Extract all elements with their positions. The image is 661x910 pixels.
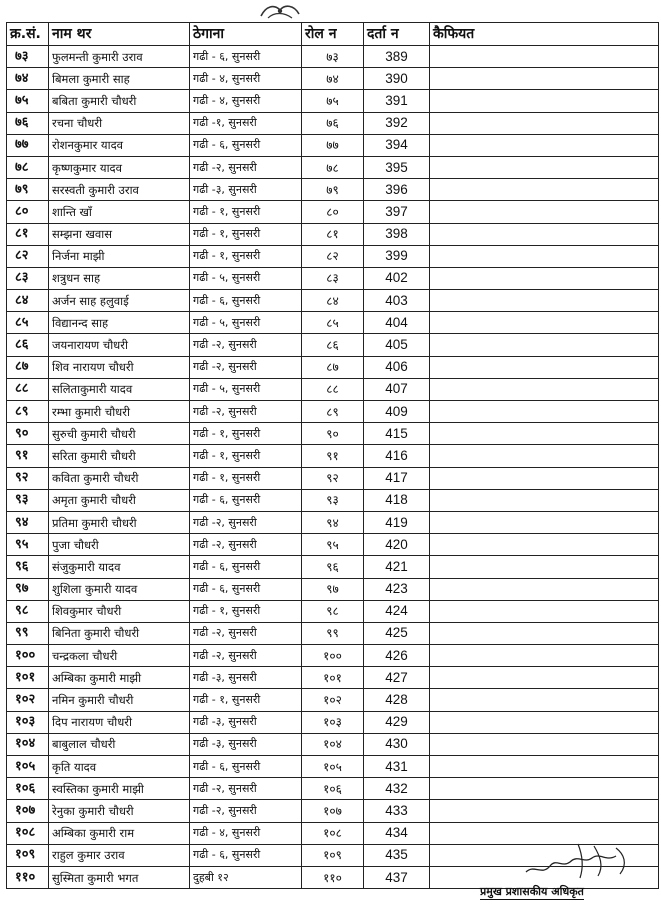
serial-number-cell: ९५ <box>7 534 49 556</box>
name-cell: बिमला कुमारी साह <box>49 68 190 90</box>
roll-number-cell: ८८ <box>302 378 364 400</box>
name-cell: सलिताकुमारी यादव <box>49 378 190 400</box>
registration-number-cell: 391 <box>364 90 430 112</box>
address-cell: गढी -३, सुनसरी <box>190 667 302 689</box>
serial-number-cell: १०३ <box>7 711 49 733</box>
remarks-cell <box>430 134 659 156</box>
serial-number-cell: ९३ <box>7 489 49 511</box>
name-cell: चन्द्रकला चौधरी <box>49 645 190 667</box>
remarks-cell <box>430 445 659 467</box>
address-cell: गढी - १, सुनसरी <box>190 445 302 467</box>
roll-number-cell: ७५ <box>302 90 364 112</box>
name-cell: बाबुलाल चौधरी <box>49 733 190 755</box>
serial-number-cell: ८९ <box>7 401 49 423</box>
name-cell: रोशनकुमार यादव <box>49 134 190 156</box>
address-cell: गढी -२, सुनसरी <box>190 534 302 556</box>
remarks-cell <box>430 46 659 68</box>
name-cell: जयनारायण चौधरी <box>49 334 190 356</box>
serial-number-cell: ८२ <box>7 245 49 267</box>
name-cell: सरस्वती कुमारी उराव <box>49 179 190 201</box>
address-cell: गढी -३, सुनसरी <box>190 711 302 733</box>
roll-number-cell: १०१ <box>302 667 364 689</box>
table-row <box>7 711 659 733</box>
registration-number-cell: 430 <box>364 733 430 755</box>
serial-number-cell: ८८ <box>7 378 49 400</box>
table-row <box>7 645 659 667</box>
name-cell: अम्बिका कुमारी राम <box>49 822 190 844</box>
remarks-cell <box>430 556 659 578</box>
table-row <box>7 401 659 423</box>
registration-number-cell: 415 <box>364 423 430 445</box>
roll-number-cell: ९४ <box>302 511 364 533</box>
header-name: नाम थर <box>49 23 190 46</box>
table-row <box>7 267 659 289</box>
remarks-cell <box>430 534 659 556</box>
remarks-cell <box>430 467 659 489</box>
name-cell: फुलमन्ती कुमारी उराव <box>49 46 190 68</box>
roll-number-cell: ८४ <box>302 290 364 312</box>
roll-number-cell: १०९ <box>302 844 364 866</box>
remarks-cell <box>430 733 659 755</box>
remarks-cell <box>430 778 659 800</box>
address-cell: गढी - ६, सुनसरी <box>190 46 302 68</box>
registration-number-cell: 407 <box>364 378 430 400</box>
registration-number-cell: 421 <box>364 556 430 578</box>
roll-number-cell: ८० <box>302 201 364 223</box>
serial-number-cell: १०८ <box>7 822 49 844</box>
roll-number-cell: ९५ <box>302 534 364 556</box>
address-cell: गढी - ६, सुनसरी <box>190 756 302 778</box>
registration-number-cell: 424 <box>364 600 430 622</box>
serial-number-cell: ७८ <box>7 156 49 178</box>
roll-number-cell: ७६ <box>302 112 364 134</box>
roll-number-cell: ९७ <box>302 578 364 600</box>
serial-number-cell: ८१ <box>7 223 49 245</box>
name-cell: कृति यादव <box>49 756 190 778</box>
address-cell: गढी - १, सुनसरी <box>190 223 302 245</box>
address-cell: गढी - ५, सुनसरी <box>190 378 302 400</box>
serial-number-cell: ७३ <box>7 46 49 68</box>
remarks-cell <box>430 312 659 334</box>
registration-number-cell: 437 <box>364 866 430 888</box>
roll-number-cell: ७३ <box>302 46 364 68</box>
table-row <box>7 689 659 711</box>
signature-mark <box>520 838 638 882</box>
serial-number-cell: १०५ <box>7 756 49 778</box>
roll-number-cell: ८३ <box>302 267 364 289</box>
table-row <box>7 156 659 178</box>
header-serial-number: क्र.सं. <box>7 23 49 46</box>
roll-number-cell: ८१ <box>302 223 364 245</box>
address-cell: गढी - १, सुनसरी <box>190 423 302 445</box>
serial-number-cell: ८६ <box>7 334 49 356</box>
address-cell: गढी -२, सुनसरी <box>190 511 302 533</box>
registration-number-cell: 431 <box>364 756 430 778</box>
serial-number-cell: १०७ <box>7 800 49 822</box>
registration-number-cell: 398 <box>364 223 430 245</box>
table-row <box>7 756 659 778</box>
name-cell: सुरुची कुमारी चौधरी <box>49 423 190 445</box>
remarks-cell <box>430 356 659 378</box>
roll-number-cell: १०८ <box>302 822 364 844</box>
roll-number-cell: १०७ <box>302 800 364 822</box>
header-registration-number: दर्ता न <box>364 23 430 46</box>
address-cell: गढी - १, सुनसरी <box>190 600 302 622</box>
registration-number-cell: 399 <box>364 245 430 267</box>
serial-number-cell: १०४ <box>7 733 49 755</box>
table-row <box>7 622 659 644</box>
registration-number-cell: 402 <box>364 267 430 289</box>
serial-number-cell: ७५ <box>7 90 49 112</box>
serial-number-cell: ८३ <box>7 267 49 289</box>
name-cell: रचना चौधरी <box>49 112 190 134</box>
table-row <box>7 378 659 400</box>
table-row <box>7 534 659 556</box>
name-cell: निर्जना माझी <box>49 245 190 267</box>
serial-number-cell: १०६ <box>7 778 49 800</box>
name-cell: शिव नारायण चौधरी <box>49 356 190 378</box>
remarks-cell <box>430 378 659 400</box>
remarks-cell <box>430 68 659 90</box>
serial-number-cell: ८४ <box>7 290 49 312</box>
table-row <box>7 356 659 378</box>
address-cell: गढी - ५, सुनसरी <box>190 312 302 334</box>
serial-number-cell: ९४ <box>7 511 49 533</box>
address-cell: गढी - ६, सुनसरी <box>190 556 302 578</box>
remarks-cell <box>430 689 659 711</box>
roll-number-cell: १०२ <box>302 689 364 711</box>
registration-number-cell: 409 <box>364 401 430 423</box>
address-cell: गढी - ६, सुनसरी <box>190 844 302 866</box>
table-row <box>7 467 659 489</box>
registration-number-cell: 392 <box>364 112 430 134</box>
name-cell: संजुकुमारी यादव <box>49 556 190 578</box>
name-cell: बिनिता कुमारी चौधरी <box>49 622 190 644</box>
roll-number-cell: ९२ <box>302 467 364 489</box>
remarks-cell <box>430 600 659 622</box>
table-row <box>7 68 659 90</box>
roll-number-cell: ८२ <box>302 245 364 267</box>
roll-number-cell: १०३ <box>302 711 364 733</box>
address-cell: गढी - ५, सुनसरी <box>190 267 302 289</box>
address-cell: गढी -३, सुनसरी <box>190 179 302 201</box>
address-cell: दुहबी १२ <box>190 866 302 888</box>
remarks-cell <box>430 156 659 178</box>
registration-number-cell: 429 <box>364 711 430 733</box>
registration-number-cell: 404 <box>364 312 430 334</box>
address-cell: गढी - १, सुनसरी <box>190 201 302 223</box>
header-roll-number: रोल न <box>302 23 364 46</box>
table-row <box>7 201 659 223</box>
serial-number-cell: ९८ <box>7 600 49 622</box>
table-row <box>7 245 659 267</box>
remarks-cell <box>430 245 659 267</box>
table-row <box>7 489 659 511</box>
registration-number-cell: 418 <box>364 489 430 511</box>
table-row <box>7 556 659 578</box>
remarks-cell <box>430 489 659 511</box>
serial-number-cell: १०१ <box>7 667 49 689</box>
serial-number-cell: ९० <box>7 423 49 445</box>
registration-number-cell: 397 <box>364 201 430 223</box>
table-row <box>7 90 659 112</box>
remarks-cell <box>430 267 659 289</box>
remarks-cell <box>430 334 659 356</box>
registration-number-cell: 427 <box>364 667 430 689</box>
serial-number-cell: ११० <box>7 866 49 888</box>
registration-number-cell: 434 <box>364 822 430 844</box>
roll-number-cell: ७८ <box>302 156 364 178</box>
address-cell: गढी -१, सुनसरी <box>190 112 302 134</box>
address-cell: गढी - ६, सुनसरी <box>190 578 302 600</box>
address-cell: गढी - ४, सुनसरी <box>190 90 302 112</box>
address-cell: गढी -२, सुनसरी <box>190 356 302 378</box>
roll-number-cell: ८५ <box>302 312 364 334</box>
serial-number-cell: १०९ <box>7 844 49 866</box>
registration-number-cell: 396 <box>364 179 430 201</box>
address-cell: गढी - ६, सुनसरी <box>190 134 302 156</box>
registration-number-cell: 423 <box>364 578 430 600</box>
serial-number-cell: १०२ <box>7 689 49 711</box>
registration-number-cell: 403 <box>364 290 430 312</box>
table-row <box>7 511 659 533</box>
address-cell: गढी - ६, सुनसरी <box>190 489 302 511</box>
name-cell: अर्जन साह हलुवाई <box>49 290 190 312</box>
roll-number-cell: ७७ <box>302 134 364 156</box>
table-header-row <box>7 23 659 46</box>
serial-number-cell: १०० <box>7 645 49 667</box>
table-row <box>7 733 659 755</box>
address-cell: गढी - १, सुनसरी <box>190 689 302 711</box>
remarks-cell <box>430 423 659 445</box>
header-remarks: कैफियत <box>430 23 659 46</box>
name-cell: शान्ति खाँ <box>49 201 190 223</box>
roll-number-cell: १०६ <box>302 778 364 800</box>
table-row <box>7 223 659 245</box>
address-cell: गढी -२, सुनसरी <box>190 401 302 423</box>
remarks-cell <box>430 201 659 223</box>
serial-number-cell: ७६ <box>7 112 49 134</box>
serial-number-cell: ७७ <box>7 134 49 156</box>
remarks-cell <box>430 223 659 245</box>
name-cell: शत्रुधन साह <box>49 267 190 289</box>
table-row <box>7 578 659 600</box>
roll-number-cell: १०० <box>302 645 364 667</box>
name-cell: पुजा चौधरी <box>49 534 190 556</box>
name-cell: अमृता कुमारी चौधरी <box>49 489 190 511</box>
roll-number-cell: ९३ <box>302 489 364 511</box>
name-cell: सम्झना खवास <box>49 223 190 245</box>
name-cell: शिवकुमार चौधरी <box>49 600 190 622</box>
name-cell: सुस्मिता कुमारी भगत <box>49 866 190 888</box>
registration-number-cell: 432 <box>364 778 430 800</box>
serial-number-cell: ९९ <box>7 622 49 644</box>
registration-number-cell: 425 <box>364 622 430 644</box>
registration-number-cell: 433 <box>364 800 430 822</box>
serial-number-cell: ८५ <box>7 312 49 334</box>
registration-number-cell: 419 <box>364 511 430 533</box>
serial-number-cell: ८० <box>7 201 49 223</box>
table-row <box>7 334 659 356</box>
registration-number-cell: 417 <box>364 467 430 489</box>
name-cell: प्रतिमा कुमारी चौधरी <box>49 511 190 533</box>
name-cell: नमिन कुमारी चौधरी <box>49 689 190 711</box>
name-cell: शुशिला कुमारी यादव <box>49 578 190 600</box>
table-row <box>7 800 659 822</box>
registration-number-cell: 420 <box>364 534 430 556</box>
registration-number-cell: 395 <box>364 156 430 178</box>
name-cell: राहुल कुमार उराव <box>49 844 190 866</box>
name-cell: रेनुका कुमारी चौधरी <box>49 800 190 822</box>
remarks-cell <box>430 290 659 312</box>
roll-number-cell: १०४ <box>302 733 364 755</box>
roll-number-cell: ८७ <box>302 356 364 378</box>
roll-number-cell: ९९ <box>302 622 364 644</box>
remarks-cell <box>430 645 659 667</box>
name-cell: कविता कुमारी चौधरी <box>49 467 190 489</box>
registration-number-cell: 394 <box>364 134 430 156</box>
registration-number-cell: 435 <box>364 844 430 866</box>
roll-number-cell: ११० <box>302 866 364 888</box>
remarks-cell <box>430 511 659 533</box>
name-cell: रम्भा कुमारी चौधरी <box>49 401 190 423</box>
name-cell: सरिता कुमारी चौधरी <box>49 445 190 467</box>
student-list <box>6 22 658 889</box>
address-cell: गढी -२, सुनसरी <box>190 622 302 644</box>
remarks-cell <box>430 401 659 423</box>
serial-number-cell: ९१ <box>7 445 49 467</box>
address-cell: गढी -३, सुनसरी <box>190 733 302 755</box>
roll-number-cell: ७४ <box>302 68 364 90</box>
name-cell: स्वस्तिका कुमारी माझी <box>49 778 190 800</box>
serial-number-cell: ७९ <box>7 179 49 201</box>
registration-number-cell: 389 <box>364 46 430 68</box>
remarks-cell <box>430 800 659 822</box>
address-cell: गढी - ६, सुनसरी <box>190 290 302 312</box>
serial-number-cell: ७४ <box>7 68 49 90</box>
table-row <box>7 778 659 800</box>
roll-number-cell: ९१ <box>302 445 364 467</box>
address-cell: गढी -२, सुनसरी <box>190 645 302 667</box>
registration-number-cell: 390 <box>364 68 430 90</box>
remarks-cell <box>430 578 659 600</box>
address-cell: गढी -२, सुनसरी <box>190 800 302 822</box>
table-row <box>7 667 659 689</box>
registration-number-cell: 406 <box>364 356 430 378</box>
name-cell: कृष्णकुमार यादव <box>49 156 190 178</box>
roll-number-cell: १०५ <box>302 756 364 778</box>
table-row <box>7 179 659 201</box>
registration-number-cell: 405 <box>364 334 430 356</box>
remarks-cell <box>430 179 659 201</box>
registration-number-cell: 416 <box>364 445 430 467</box>
address-cell: गढी - १, सुनसरी <box>190 467 302 489</box>
table-row <box>7 134 659 156</box>
remarks-cell <box>430 112 659 134</box>
address-cell: गढी - १, सुनसरी <box>190 245 302 267</box>
serial-number-cell: ९६ <box>7 556 49 578</box>
registration-number-cell: 428 <box>364 689 430 711</box>
remarks-cell <box>430 622 659 644</box>
name-cell: अम्बिका कुमारी माझी <box>49 667 190 689</box>
name-cell: विद्यानन्द साह <box>49 312 190 334</box>
remarks-cell <box>430 756 659 778</box>
serial-number-cell: ९७ <box>7 578 49 600</box>
registration-number-cell: 426 <box>364 645 430 667</box>
header-address: ठेगाना <box>190 23 302 46</box>
address-cell: गढी -२, सुनसरी <box>190 156 302 178</box>
remarks-cell <box>430 667 659 689</box>
roll-number-cell: ९० <box>302 423 364 445</box>
name-cell: दिप नारायण चौधरी <box>49 711 190 733</box>
table-row <box>7 290 659 312</box>
address-cell: गढी - ४, सुनसरी <box>190 68 302 90</box>
address-cell: गढी - ४, सुनसरी <box>190 822 302 844</box>
roll-number-cell: ८९ <box>302 401 364 423</box>
roll-number-cell: ७९ <box>302 179 364 201</box>
serial-number-cell: ८७ <box>7 356 49 378</box>
table-row <box>7 312 659 334</box>
name-cell: बबिता कुमारी चौधरी <box>49 90 190 112</box>
table-row <box>7 46 659 68</box>
signatory-title: प्रमुख प्रशासकीय अधिकृत <box>480 885 584 898</box>
roll-number-cell: ८६ <box>302 334 364 356</box>
remarks-cell <box>430 711 659 733</box>
roll-number-cell: ९६ <box>302 556 364 578</box>
remarks-cell <box>430 90 659 112</box>
roll-number-cell: ९८ <box>302 600 364 622</box>
table-row <box>7 445 659 467</box>
table-row <box>7 112 659 134</box>
stamp-mark <box>258 2 302 22</box>
address-cell: गढी -२, सुनसरी <box>190 778 302 800</box>
address-cell: गढी -२, सुनसरी <box>190 334 302 356</box>
student-table <box>6 22 659 889</box>
table-row <box>7 423 659 445</box>
serial-number-cell: ९२ <box>7 467 49 489</box>
table-row <box>7 600 659 622</box>
